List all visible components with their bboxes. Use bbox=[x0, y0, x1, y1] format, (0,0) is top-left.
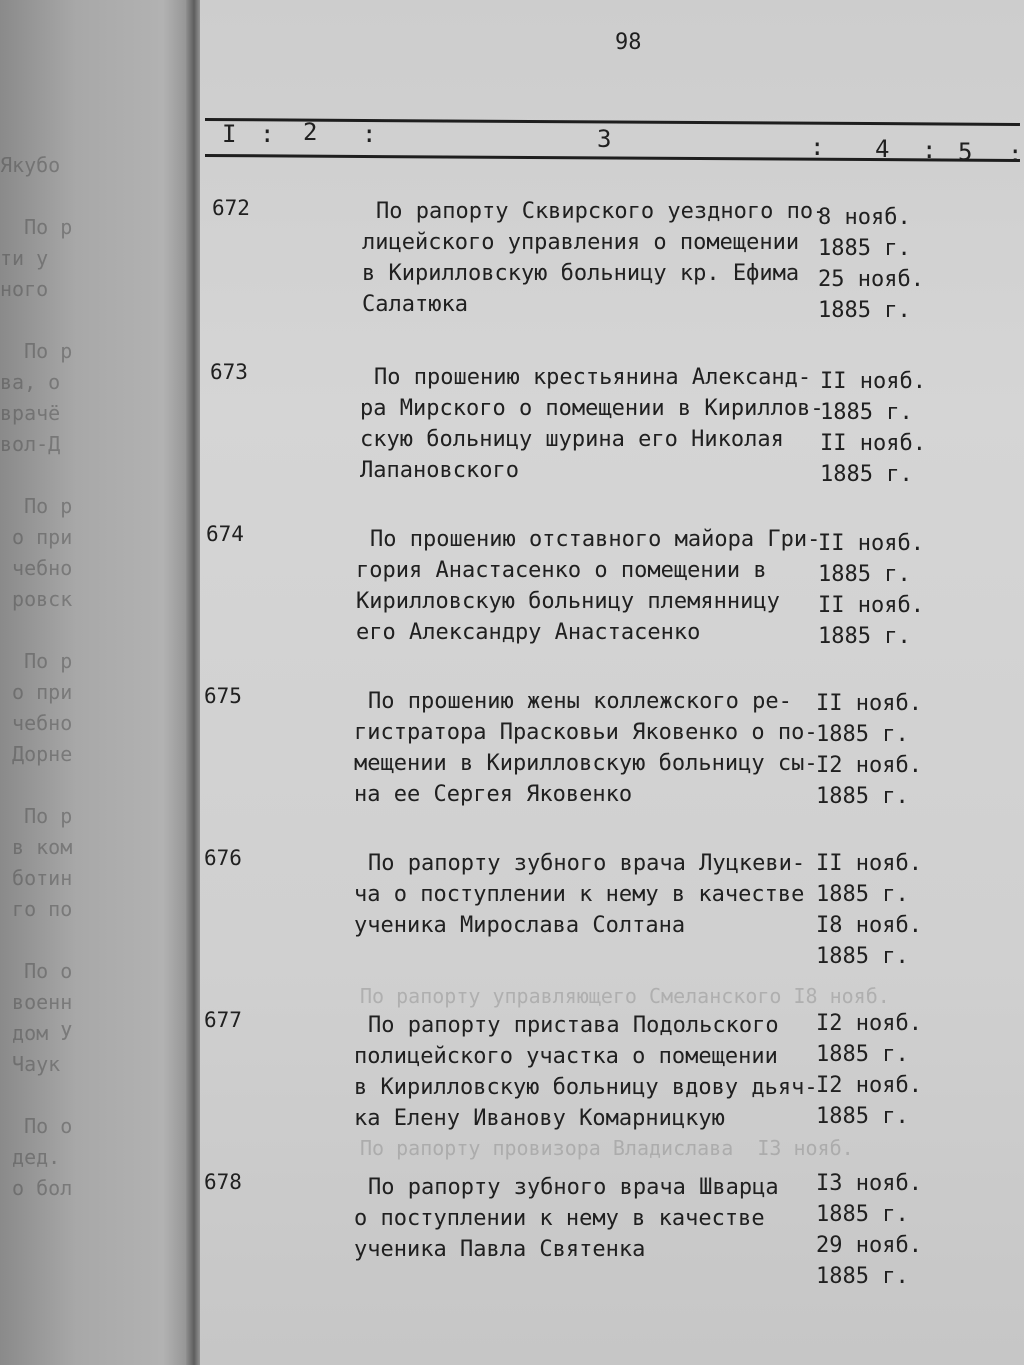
entry-text bbox=[356, 524, 820, 648]
entry-number: 672 bbox=[212, 196, 250, 220]
date-line: I2 нояб. bbox=[816, 753, 922, 778]
entry-line: ра Мирского о помещении в Кириллов- bbox=[360, 396, 824, 421]
entry-dates bbox=[816, 848, 922, 972]
entry-text bbox=[354, 1010, 818, 1134]
entry-line: Кирилловскую больницу племянницу bbox=[356, 589, 780, 614]
entry-line: полицейского участка о помещении bbox=[354, 1044, 778, 1069]
column-separator: : bbox=[810, 133, 825, 161]
date-line: II нояб. bbox=[816, 851, 922, 876]
date-line: II нояб. bbox=[820, 431, 926, 456]
entry-line: ка Елену Иванову Комарницкую bbox=[354, 1106, 725, 1131]
entry-line: Лапановского bbox=[360, 458, 519, 483]
entry-line: гистратора Прасковьи Яковенко о по- bbox=[354, 720, 818, 745]
entry-line: По рапорту зубного врача Шварца bbox=[368, 1175, 779, 1200]
entry-line: его Александру Анастасенко bbox=[356, 620, 701, 645]
left-page-edge bbox=[0, 0, 192, 1365]
date-line: 1885 г. bbox=[816, 944, 909, 969]
entry-line: Салатюка bbox=[362, 292, 468, 317]
entry-text bbox=[354, 1172, 779, 1265]
entry-line: о поступлении к нему в качестве bbox=[354, 1206, 765, 1231]
entry-dates bbox=[816, 688, 922, 812]
entry-dates bbox=[818, 528, 924, 652]
date-line: II нояб. bbox=[818, 593, 924, 618]
date-line: I2 нояб. bbox=[816, 1073, 922, 1098]
date-line: 1885 г. bbox=[820, 400, 913, 425]
entry-line: По прошению жены коллежского ре- bbox=[368, 689, 792, 714]
date-line: 1885 г. bbox=[816, 722, 909, 747]
bleed-through-text: По рапорту провизора Владислава I3 нояб. bbox=[360, 1136, 854, 1160]
entry-line: По рапорту пристава Подольского bbox=[368, 1013, 779, 1038]
entry-number: 674 bbox=[206, 522, 244, 546]
date-line: 1885 г. bbox=[816, 1104, 909, 1129]
entry-number: 673 bbox=[210, 360, 248, 384]
entry-dates bbox=[820, 366, 926, 490]
column-separator: : bbox=[260, 120, 275, 148]
entry-line: на ее Сергея Яковенко bbox=[354, 782, 633, 807]
date-line: II нояб. bbox=[818, 531, 924, 556]
entry-text bbox=[360, 362, 824, 486]
entry-number: 677 bbox=[204, 1008, 242, 1032]
date-line: I8 нояб. bbox=[816, 913, 922, 938]
column-separator: : bbox=[362, 120, 377, 148]
entry-line: скую больницу шурина его Николая bbox=[360, 427, 784, 452]
entry-line: в Кирилловскую больницу кр. Ефима bbox=[362, 261, 800, 286]
column-separator: : bbox=[1008, 140, 1023, 168]
column-separator: : bbox=[922, 136, 937, 164]
entry-line: ча о поступлении к нему в качестве bbox=[354, 882, 805, 907]
entry-number: 676 bbox=[204, 846, 242, 870]
date-line: 1885 г. bbox=[818, 298, 911, 323]
date-line: I2 нояб. bbox=[816, 1011, 922, 1036]
page-number: 98 bbox=[615, 30, 642, 55]
entry-line: По прошению отставного майора Гри- bbox=[370, 527, 821, 552]
entry-line: По рапорту Сквирского уездного по- bbox=[376, 199, 827, 224]
date-line: 1885 г. bbox=[818, 562, 911, 587]
entry-number: 675 bbox=[204, 684, 242, 708]
date-line: 1885 г. bbox=[816, 882, 909, 907]
entry-line: лицейского управления о помещении bbox=[362, 230, 800, 255]
entry-dates bbox=[818, 202, 924, 326]
entry-line: гория Анастасенко о помещении в bbox=[356, 558, 767, 583]
column-header-1: I bbox=[222, 120, 237, 148]
entry-dates bbox=[816, 1168, 922, 1292]
date-line: I3 нояб. bbox=[816, 1171, 922, 1196]
entry-text bbox=[362, 196, 826, 320]
entry-line: По прошению крестьянина Александ- bbox=[374, 365, 812, 390]
entry-text bbox=[354, 686, 818, 810]
date-line: II нояб. bbox=[820, 369, 926, 394]
entry-line: По рапорту зубного врача Луцкеви- bbox=[368, 851, 806, 876]
entry-text bbox=[354, 848, 805, 941]
date-line: 1885 г. bbox=[818, 624, 911, 649]
bleed-through-text: По рапорту управляющего Смеланского I8 нояб. bbox=[360, 984, 890, 1008]
date-line: 1885 г. bbox=[816, 1264, 909, 1289]
date-line: 1885 г. bbox=[816, 784, 909, 809]
left-page-bleed-text: Якубо По р ти у ного По р ва, о врачё вол-Д По р о при чебно ровск По р о при чебно Дорне По р в ком ботин го по По о военн дом У Чаук По о дед. о бол bbox=[0, 153, 73, 1200]
column-header-5: 5 bbox=[958, 138, 973, 166]
entry-dates bbox=[816, 1008, 922, 1132]
column-header-2: 2 bbox=[303, 118, 318, 146]
date-line: 1885 г. bbox=[816, 1202, 909, 1227]
date-line: 1885 г. bbox=[820, 462, 913, 487]
date-line: 1885 г. bbox=[818, 236, 911, 261]
date-line: 1885 г. bbox=[816, 1042, 909, 1067]
entry-line: в Кирилловскую больницу вдову дьяч- bbox=[354, 1075, 818, 1100]
column-header-4: 4 bbox=[875, 135, 890, 163]
entry-number: 678 bbox=[204, 1170, 242, 1194]
entry-line: ученика Павла Святенка bbox=[354, 1237, 646, 1262]
entry-line: мещении в Кирилловскую больницу сы- bbox=[354, 751, 818, 776]
date-line: II нояб. bbox=[816, 691, 922, 716]
date-line: 25 нояб. bbox=[818, 267, 924, 292]
column-header-3: 3 bbox=[597, 125, 612, 153]
date-line: 8 нояб. bbox=[818, 205, 911, 230]
entry-line: ученика Мирослава Солтана bbox=[354, 913, 686, 938]
date-line: 29 нояб. bbox=[816, 1233, 922, 1258]
